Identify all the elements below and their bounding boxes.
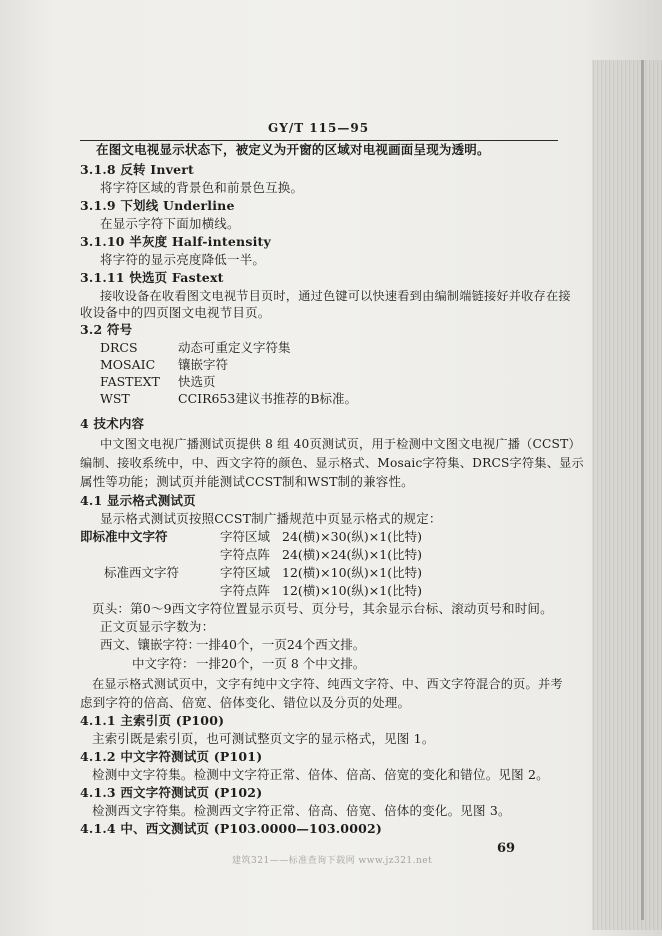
book-spine-edge xyxy=(641,60,644,920)
symbol-desc: CCIR653建议书推荐的B标准。 xyxy=(178,391,358,406)
section-heading-3-1-9: 3.1.9 下划线 Underline xyxy=(80,198,235,213)
format-value: 24(横)×30(纵)×1(比特) xyxy=(282,529,422,544)
section-heading-3-2: 3.2 符号 xyxy=(80,322,133,337)
section-heading-4: 4 技术内容 xyxy=(80,416,145,431)
symbol-abbr: MOSAIC xyxy=(100,357,156,372)
paragraph-line: 主索引既是索引页，也可测试整页文字的显示格式，见图 1。 xyxy=(92,731,435,746)
format-label: 即标准中文字符 xyxy=(80,529,168,544)
section-heading-4-1-3: 4.1.3 西文字符测试页 (P102) xyxy=(80,785,263,800)
count-value: 一排40个，一页24个西文排。 xyxy=(196,637,366,652)
paragraph-line: 编制、接收系统中，中、西文字符的颜色、显示格式、Mosaic字符集、DRCS字符集、显示 xyxy=(80,456,584,470)
count-value: 一排20个，一页 8 个中文排。 xyxy=(196,656,366,671)
paragraph-line: 检测中文字符集。检测中文字符正常、倍体、倍高、倍宽的变化和错位。见图 2。 xyxy=(92,767,549,782)
paragraph-line: 页头：第0～9西文字符位置显示页号、页分号，其余显示台标、滚动页号和时间。 xyxy=(92,601,553,616)
format-label: 标准西文字符 xyxy=(104,565,180,580)
section-heading-3-1-8: 3.1.8 反转 Invert xyxy=(80,162,195,177)
count-label: 西文、镶嵌字符： xyxy=(100,637,201,652)
paragraph-line: 将字符区域的背景色和前景色互换。 xyxy=(100,180,304,195)
section-heading-4-1-2: 4.1.2 中文字符测试页 (P101) xyxy=(80,749,263,764)
paragraph-line: 在图文电视显示状态下，被定义为开窗的区域对电视画面呈现为透明。 xyxy=(96,142,490,157)
paragraph-line: 属性等功能；测试页并能测试CCST制和WST制的兼容性。 xyxy=(80,474,414,489)
paragraph-line: 在显示字符下面加横线。 xyxy=(100,216,240,231)
paragraph-line: 将字符的显示亮度降低一半。 xyxy=(100,252,266,267)
section-heading-4-1-1: 4.1.1 主索引页 (P100) xyxy=(80,713,225,728)
format-item: 字符区域 xyxy=(220,529,271,544)
count-label: 中文字符： xyxy=(132,656,195,671)
paragraph-line: 正文页显示字数为： xyxy=(100,619,215,634)
format-item: 字符点阵 xyxy=(220,547,271,562)
header-rule xyxy=(80,140,558,141)
section-heading-4-1: 4.1 显示格式测试页 xyxy=(80,493,196,508)
section-heading-4-1-4: 4.1.4 中、西文测试页 (P103.0000—103.0002) xyxy=(80,821,382,836)
paragraph-line: 中文图文电视广播测试页提供 8 组 40页测试页，用于检测中文图文电视广播（CCST） xyxy=(100,437,581,451)
watermark-text: 建筑321——标准查询下载网 www.jz321.net xyxy=(232,856,433,866)
symbol-desc: 镶嵌字符 xyxy=(178,357,229,372)
paragraph-line: 虑到字符的倍高、倍宽、倍体变化、错位以及分页的处理。 xyxy=(80,695,411,710)
format-value: 24(横)×24(纵)×1(比特) xyxy=(282,547,422,562)
paragraph-line: 在显示格式测试页中，文字有纯中文字符、纯西文字符、中、西文字符混合的页。并考 xyxy=(92,677,563,691)
symbol-desc: 动态可重定义字符集 xyxy=(178,340,291,355)
paragraph-line: 检测西文字符集。检测西文字符正常、倍高、倍宽、倍体的变化。见图 3。 xyxy=(92,803,511,818)
symbol-abbr: DRCS xyxy=(100,340,138,355)
section-heading-3-1-10: 3.1.10 半灰度 Half-intensity xyxy=(80,234,271,249)
paragraph-line: 显示格式测试页按照CCST制广播规范中页显示格式的规定： xyxy=(100,511,442,526)
format-item: 字符区域 xyxy=(220,565,271,580)
page-number: 69 xyxy=(497,841,516,856)
symbol-desc: 快选页 xyxy=(178,374,216,389)
section-heading-3-1-11: 3.1.11 快选页 Fastext xyxy=(80,270,224,285)
symbol-abbr: WST xyxy=(100,391,130,406)
format-value: 12(横)×10(纵)×1(比特) xyxy=(282,583,422,598)
standard-code-header: GY/T 115—95 xyxy=(268,121,370,135)
format-item: 字符点阵 xyxy=(220,583,271,598)
book-spine-shadow xyxy=(592,60,662,930)
paragraph-line: 接收设备在收看图文电视节目页时，通过色键可以快速看到由编制端链接好并收存在接 xyxy=(100,289,571,303)
symbol-abbr: FASTEXT xyxy=(100,374,160,389)
format-value: 12(横)×10(纵)×1(比特) xyxy=(282,565,422,580)
paragraph-line: 收设备中的四页图文电视节目页。 xyxy=(80,305,271,320)
